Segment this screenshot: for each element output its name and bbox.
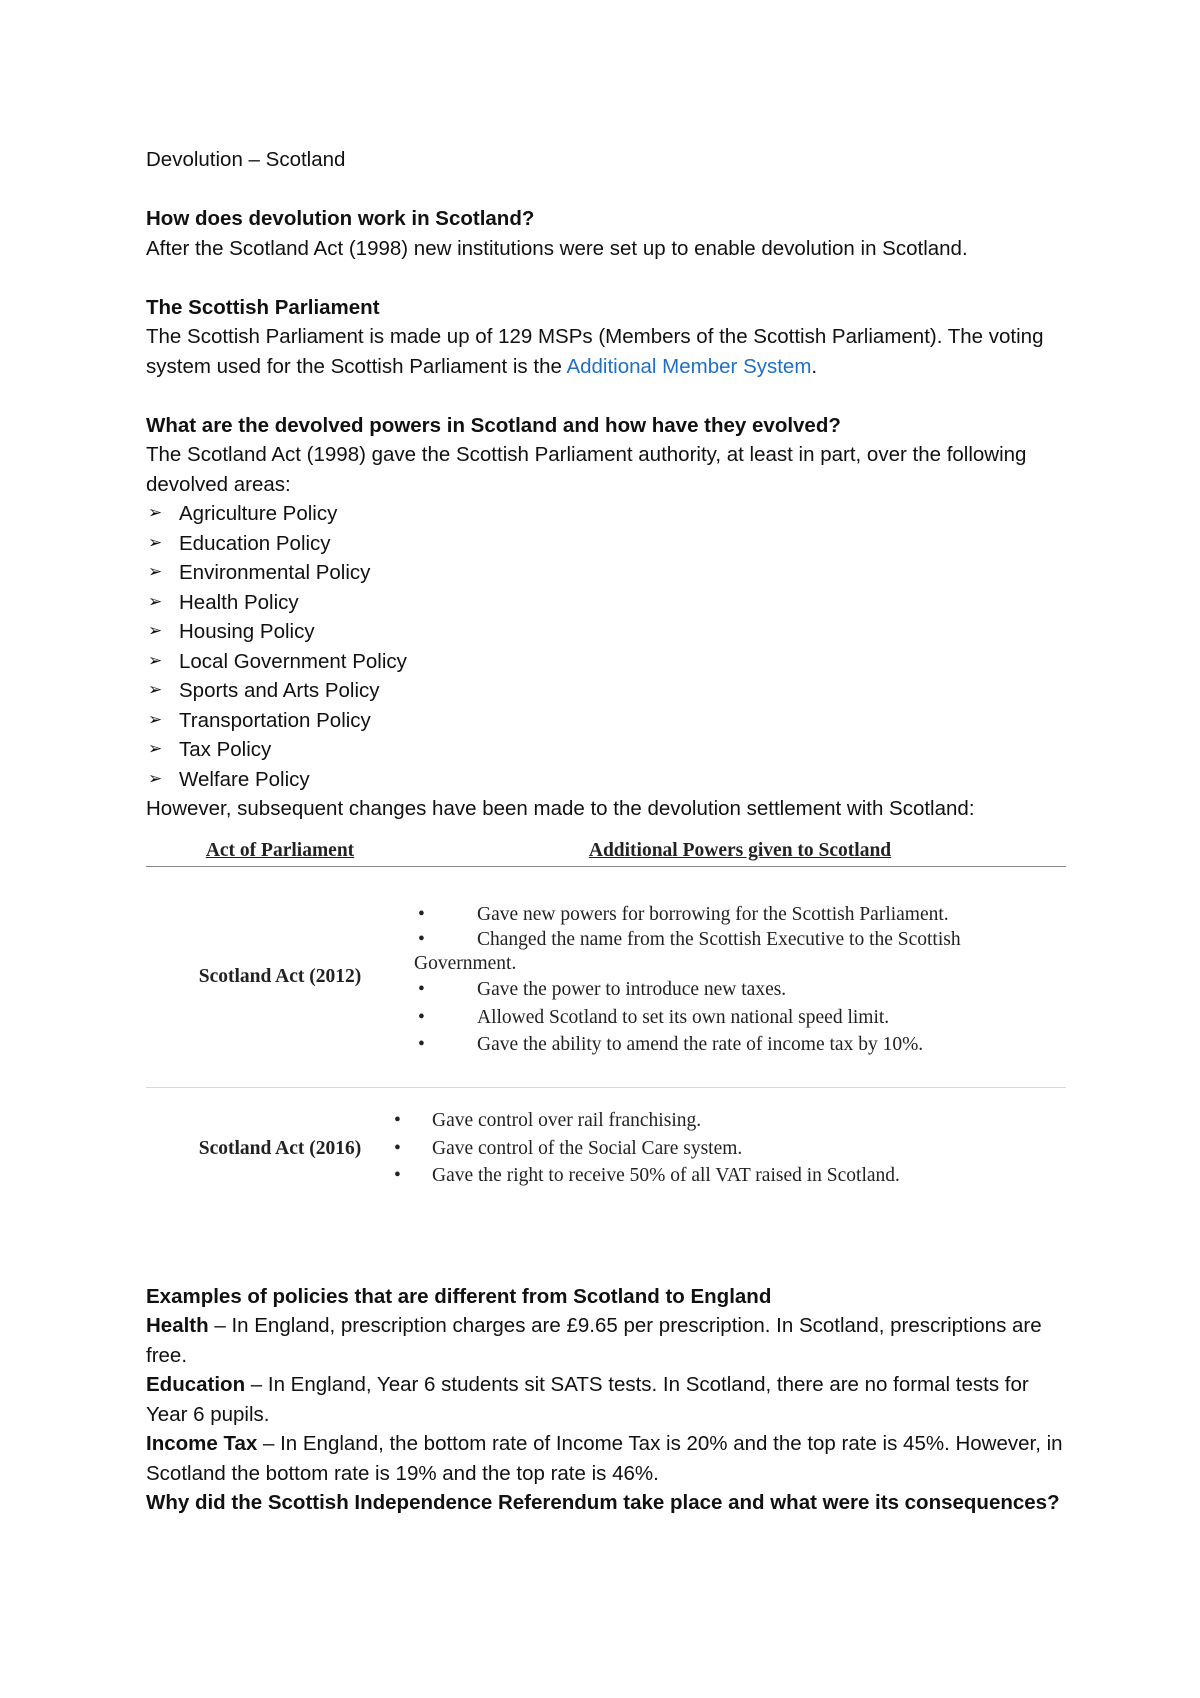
bullet-dot-icon: • xyxy=(418,1006,425,1028)
how-heading: How does devolution work in Scotland? xyxy=(146,207,535,230)
powers-intro: The Scotland Act (1998) gave the Scottish Parliament authority, at least in part, over the following devolved areas: xyxy=(146,443,1027,496)
examples-heading: Examples of policies that are different from Scotland to England xyxy=(146,1284,772,1308)
education-example: Education – In England, Year 6 students sit SATS tests. In Scotland, there are no formal tests for Year 6 pupils. xyxy=(146,1373,1029,1426)
health-example: Health – In England, prescription charges are £9.65 per prescription. In Scotland, prescriptions are free. xyxy=(146,1314,1042,1367)
health-label: Health xyxy=(146,1314,209,1337)
income-tax-label: Income Tax xyxy=(146,1432,258,1455)
list-item: • Gave control of the Social Care system. xyxy=(404,1135,1066,1163)
list-item: • Gave the power to introduce new taxes. xyxy=(414,976,1066,1004)
arrow-bullet-icon: ➢ xyxy=(148,503,163,523)
table-row xyxy=(146,867,1066,1088)
acts-table-header xyxy=(146,838,1066,867)
list-item: ➢ Health Policy xyxy=(146,588,1066,618)
act-name-2016: Scotland Act (2016) xyxy=(198,1137,362,1159)
arrow-bullet-icon: ➢ xyxy=(148,591,163,612)
how-text: After the Scotland Act (1998) new institutions were set up to enable devolution in Scotland. xyxy=(146,236,968,260)
list-item: ➢ Sports and Arts Policy xyxy=(146,676,1066,706)
arrow-bullet-icon: ➢ xyxy=(148,650,163,671)
arrow-bullet-icon: ➢ xyxy=(148,680,163,700)
arrow-bullet-icon: ➢ xyxy=(148,562,163,582)
bullet-dot-icon: • xyxy=(418,929,425,950)
income-tax-example: Income Tax – In England, the bottom rate of Income Tax is 20% and the top rate is 45%. However, in Scotland the bottom rate is 19% and the top rate is 46%. xyxy=(146,1432,1063,1485)
arrow-bullet-icon: ➢ xyxy=(148,532,163,553)
parliament-paragraph xyxy=(146,322,1066,381)
bullet-dot-icon: • xyxy=(418,903,425,925)
list-item: ➢ Education Policy xyxy=(146,529,1066,559)
list-item: • Gave the ability to amend the rate of income tax by 10%. xyxy=(414,1031,1066,1059)
bullet-dot-icon: • xyxy=(418,1034,425,1055)
col-header-powers: Additional Powers given to Scotland xyxy=(588,839,892,861)
document-title: Devolution – Scotland xyxy=(146,148,346,171)
list-item: • Gave new powers for borrowing for the Scottish Parliament. xyxy=(414,901,1066,929)
list-item: • Gave control over rail franchising. xyxy=(404,1107,1066,1135)
list-item: ➢ Tax Policy xyxy=(146,735,1066,765)
table-row xyxy=(146,1088,1066,1210)
list-item: ➢ Environmental Policy xyxy=(146,558,1066,588)
arrow-bullet-icon: ➢ xyxy=(148,621,163,641)
col-header-act: Act of Parliament xyxy=(205,839,355,861)
bullet-dot-icon: • xyxy=(394,1137,401,1159)
list-item: • Changed the name from the Scottish Executive to the Scottish Government. xyxy=(414,929,961,974)
list-item: ➢ Local Government Policy xyxy=(146,647,1066,677)
education-label: Education xyxy=(146,1373,246,1396)
arrow-bullet-icon: ➢ xyxy=(148,739,163,759)
powers-heading: What are the devolved powers in Scotland and how have they evolved? xyxy=(146,413,841,437)
document-page xyxy=(146,145,1066,1518)
bullet-dot-icon: • xyxy=(394,1165,401,1187)
list-item: ➢ Agriculture Policy xyxy=(146,499,1066,529)
act-name-2012: Scotland Act (2012) xyxy=(198,965,362,987)
list-item: ➢ Welfare Policy xyxy=(146,765,1066,795)
parliament-text: The Scottish Parliament is made up of 129 MSPs (Members of the Scottish Parliament). The voting system used for the Scottish Parliament is the xyxy=(146,325,1044,378)
powers-cell-2012 xyxy=(414,895,1066,1059)
powers-list-2012 xyxy=(414,901,1066,1059)
powers-list-2016 xyxy=(394,1107,1066,1190)
list-item: ➢ Transportation Policy xyxy=(146,706,1066,736)
bullet-dot-icon: • xyxy=(418,979,425,1000)
list-item: • Gave the right to receive 50% of all VAT raised in Scotland. xyxy=(404,1162,1066,1190)
devolved-areas-list xyxy=(146,499,1066,794)
list-item: • Allowed Scotland to set its own national speed limit. xyxy=(414,1004,1066,1032)
powers-cell-2016 xyxy=(394,1107,1066,1190)
arrow-bullet-icon: ➢ xyxy=(148,709,163,730)
additional-member-system-link[interactable]: Additional Member System xyxy=(566,354,812,378)
list-item: ➢ Housing Policy xyxy=(146,617,1066,647)
arrow-bullet-icon: ➢ xyxy=(148,768,163,789)
examples-section xyxy=(146,1282,1066,1518)
bullet-dot-icon: • xyxy=(394,1110,401,1132)
referendum-heading: Why did the Scottish Independence Referendum take place and what were its consequences? xyxy=(146,1491,1060,1514)
changes-intro: However, subsequent changes have been made to the devolution settlement with Scotland: xyxy=(146,797,975,820)
acts-table xyxy=(146,838,1066,1210)
parliament-heading: The Scottish Parliament xyxy=(146,295,380,319)
parliament-text-end: . xyxy=(811,354,818,378)
